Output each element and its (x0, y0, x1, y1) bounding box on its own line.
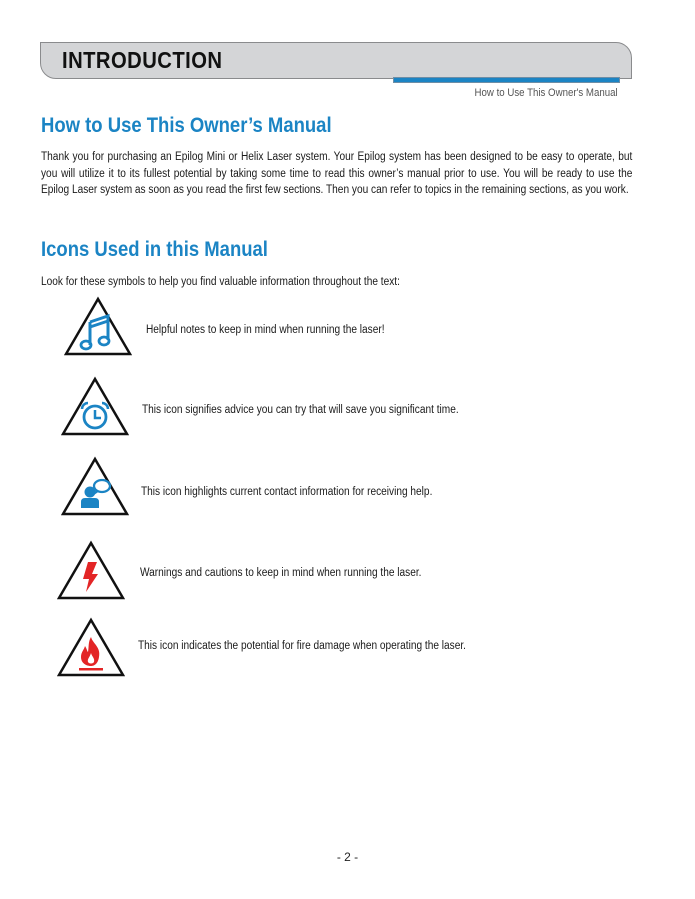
heading-how-to-use: How to Use This Owner’s Manual (41, 114, 332, 137)
section-title: INTRODUCTION (62, 47, 223, 73)
breadcrumb: How to Use This Owner's Manual (474, 87, 618, 99)
icon-description: This icon highlights current contact information for receiving help. (141, 486, 433, 498)
intro-paragraph (41, 149, 633, 199)
lightning-warning-icon (57, 540, 125, 600)
icon-description: Helpful notes to keep in mind when running the laser! (146, 324, 385, 336)
music-note-icon (64, 296, 132, 356)
alarm-clock-icon (61, 376, 129, 436)
contact-person-icon (61, 456, 129, 516)
heading-icons-used: Icons Used in this Manual (41, 238, 268, 261)
icon-description: Warnings and cautions to keep in mind when running the laser. (140, 567, 422, 579)
icons-lead-text: Look for these symbols to help you find valuable information throughout the text: (41, 276, 400, 288)
fire-icon (57, 617, 125, 677)
page-number: - 2 - (336, 850, 359, 864)
icon-description: This icon signifies advice you can try that will save you significant time. (142, 404, 459, 416)
icon-description: This icon indicates the potential for fire damage when operating the laser. (138, 640, 466, 652)
intro-text: Thank you for purchasing an Epilog Mini or Helix Laser system. Your Epilog system has been designed to be easy to operate, but you will utilize it to its fullest potential by taking some time to read this owner’s manual prior to use. You will be ready to use the Epilog Laser system as soon as you read the first few sections. Then you can refer to topics in the remaining sections, as you work. (41, 151, 633, 196)
header-accent-bar (393, 77, 620, 83)
